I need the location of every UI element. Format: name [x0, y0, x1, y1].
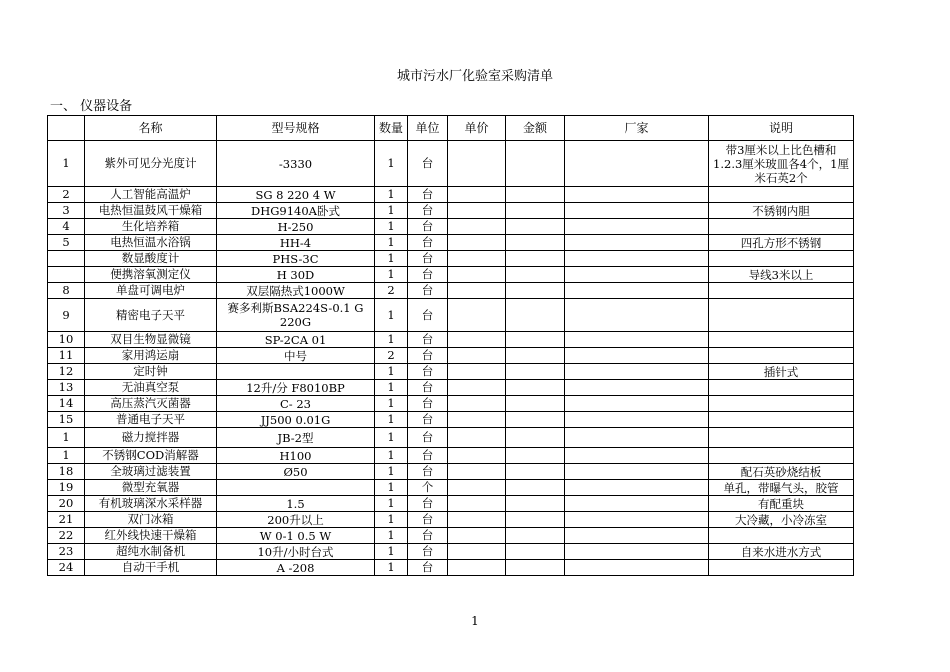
cell-spec: [217, 364, 375, 380]
cell-name: 便携溶氧测定仪: [85, 267, 217, 283]
cell-price: [448, 332, 506, 348]
cell-vendor: [565, 412, 709, 428]
cell-amount: [506, 203, 565, 219]
table-row: [48, 428, 854, 448]
cell-vendor: [565, 480, 709, 496]
cell-amount: [506, 412, 565, 428]
cell-price: [448, 560, 506, 576]
table-row: [48, 380, 854, 396]
cell-unit: 台: [408, 141, 448, 187]
cell-name: 单盘可调电炉: [85, 283, 217, 299]
document-title: 城市污水厂化验室采购清单: [396, 69, 553, 84]
cell-price: [448, 141, 506, 187]
table-row: [48, 267, 854, 283]
cell-qty: 2: [375, 283, 408, 299]
cell-note: [709, 219, 854, 235]
cell-spec: H 30D: [217, 267, 375, 283]
cell-unit: 台: [408, 251, 448, 267]
cell-price: [448, 464, 506, 480]
table-row: [48, 235, 854, 251]
cell-vendor: [565, 299, 709, 332]
table-row: [48, 203, 854, 219]
cell-no: 1: [48, 448, 85, 464]
cell-qty: 1: [375, 380, 408, 396]
cell-amount: [506, 428, 565, 448]
cell-price: [448, 380, 506, 396]
cell-no: [48, 267, 85, 283]
cell-amount: [506, 480, 565, 496]
cell-spec: 1.5: [217, 496, 375, 512]
cell-unit: 台: [408, 380, 448, 396]
cell-qty: 1: [375, 560, 408, 576]
cell-no: 20: [48, 496, 85, 512]
cell-no: 12: [48, 364, 85, 380]
cell-qty: 1: [375, 141, 408, 187]
cell-no: 22: [48, 528, 85, 544]
col-header-qty: 数量: [375, 116, 408, 141]
table-row: [48, 480, 854, 496]
cell-name: 有机玻璃深水采样器: [85, 496, 217, 512]
cell-vendor: [565, 448, 709, 464]
cell-price: [448, 428, 506, 448]
table-header-row: [48, 116, 854, 141]
cell-unit: 台: [408, 528, 448, 544]
cell-unit: 台: [408, 203, 448, 219]
cell-qty: 1: [375, 203, 408, 219]
cell-vendor: [565, 141, 709, 187]
cell-price: [448, 219, 506, 235]
cell-spec: A -208: [217, 560, 375, 576]
cell-note: [709, 348, 854, 364]
cell-no: 18: [48, 464, 85, 480]
cell-spec: 200升以上: [217, 512, 375, 528]
cell-no: 2: [48, 187, 85, 203]
cell-unit: 台: [408, 332, 448, 348]
cell-spec: JJ500 0.01G: [217, 412, 375, 428]
cell-amount: [506, 496, 565, 512]
cell-unit: 台: [408, 235, 448, 251]
cell-note: [709, 380, 854, 396]
cell-name: 生化培养箱: [85, 219, 217, 235]
cell-no: 9: [48, 299, 85, 332]
cell-note: 配石英砂烧结板: [709, 464, 854, 480]
cell-name: 普通电子天平: [85, 412, 217, 428]
cell-price: [448, 412, 506, 428]
table-row: [48, 251, 854, 267]
cell-spec: JB-2型: [217, 428, 375, 448]
cell-no: 15: [48, 412, 85, 428]
cell-vendor: [565, 396, 709, 412]
cell-qty: 1: [375, 448, 408, 464]
cell-vendor: [565, 544, 709, 560]
cell-note: [709, 560, 854, 576]
cell-spec: -3330: [217, 141, 375, 187]
cell-spec: H-250: [217, 219, 375, 235]
cell-no: 13: [48, 380, 85, 396]
cell-note: [709, 396, 854, 412]
cell-vendor: [565, 203, 709, 219]
table-row: [48, 412, 854, 428]
cell-price: [448, 299, 506, 332]
cell-name: 全玻璃过滤装置: [85, 464, 217, 480]
table-row: [48, 219, 854, 235]
cell-vendor: [565, 464, 709, 480]
cell-name: 超纯水制备机: [85, 544, 217, 560]
cell-no: 8: [48, 283, 85, 299]
table-row: [48, 528, 854, 544]
cell-vendor: [565, 364, 709, 380]
cell-vendor: [565, 283, 709, 299]
cell-spec: DHG9140A卧式: [217, 203, 375, 219]
cell-unit: 台: [408, 364, 448, 380]
cell-name: 精密电子天平: [85, 299, 217, 332]
cell-spec: HH-4: [217, 235, 375, 251]
cell-qty: 1: [375, 235, 408, 251]
col-header-spec: 型号规格: [217, 116, 375, 141]
cell-unit: 台: [408, 448, 448, 464]
cell-price: [448, 235, 506, 251]
cell-price: [448, 396, 506, 412]
table-row: [48, 364, 854, 380]
cell-unit: 台: [408, 187, 448, 203]
cell-spec: SP-2CA 01: [217, 332, 375, 348]
cell-no: 10: [48, 332, 85, 348]
cell-price: [448, 528, 506, 544]
cell-note: 自来水进水方式: [709, 544, 854, 560]
section-heading: 一、 仪器设备: [50, 99, 133, 114]
cell-note: 四孔方形不锈钢: [709, 235, 854, 251]
cell-spec: PHS-3C: [217, 251, 375, 267]
cell-no: [48, 251, 85, 267]
cell-amount: [506, 512, 565, 528]
cell-qty: 2: [375, 348, 408, 364]
cell-name: 电热恒温鼓风干燥箱: [85, 203, 217, 219]
cell-no: 4: [48, 219, 85, 235]
cell-name: 高压蒸汽灭菌器: [85, 396, 217, 412]
cell-unit: 台: [408, 299, 448, 332]
cell-name: 无油真空泵: [85, 380, 217, 396]
cell-qty: 1: [375, 267, 408, 283]
cell-price: [448, 283, 506, 299]
cell-amount: [506, 267, 565, 283]
cell-unit: 台: [408, 412, 448, 428]
cell-price: [448, 512, 506, 528]
cell-vendor: [565, 428, 709, 448]
cell-unit: 台: [408, 348, 448, 364]
cell-price: [448, 544, 506, 560]
cell-name: 紫外可见分光度计: [85, 141, 217, 187]
cell-amount: [506, 380, 565, 396]
cell-price: [448, 267, 506, 283]
cell-qty: 1: [375, 299, 408, 332]
cell-unit: 台: [408, 283, 448, 299]
cell-note: [709, 448, 854, 464]
cell-spec: H100: [217, 448, 375, 464]
cell-name: 人工智能高温炉: [85, 187, 217, 203]
table-row: [48, 141, 854, 187]
cell-qty: 1: [375, 187, 408, 203]
cell-no: 21: [48, 512, 85, 528]
cell-name: 家用鸿运扇: [85, 348, 217, 364]
cell-name: 数显酸度计: [85, 251, 217, 267]
cell-qty: 1: [375, 496, 408, 512]
cell-amount: [506, 528, 565, 544]
cell-vendor: [565, 267, 709, 283]
cell-price: [448, 364, 506, 380]
table-row: [48, 464, 854, 480]
cell-amount: [506, 332, 565, 348]
cell-vendor: [565, 219, 709, 235]
cell-amount: [506, 283, 565, 299]
table-row: [48, 512, 854, 528]
cell-qty: 1: [375, 219, 408, 235]
cell-note: 带3厘米以上比色槽和1.2.3厘米玻皿各4个，1厘米石英2个: [709, 141, 854, 187]
cell-name: 双目生物显微镜: [85, 332, 217, 348]
table-row: [48, 332, 854, 348]
cell-note: [709, 187, 854, 203]
cell-amount: [506, 396, 565, 412]
cell-vendor: [565, 560, 709, 576]
cell-name: 双门冰箱: [85, 512, 217, 528]
cell-qty: 1: [375, 364, 408, 380]
cell-note: [709, 428, 854, 448]
cell-spec: SG 8 220 4 W: [217, 187, 375, 203]
cell-name: 微型充氧器: [85, 480, 217, 496]
cell-spec: 双层隔热式1000W: [217, 283, 375, 299]
cell-amount: [506, 219, 565, 235]
cell-note: [709, 412, 854, 428]
cell-qty: 1: [375, 412, 408, 428]
cell-unit: 台: [408, 560, 448, 576]
cell-note: 有配重块: [709, 496, 854, 512]
cell-no: 19: [48, 480, 85, 496]
cell-spec: Ø50: [217, 464, 375, 480]
cell-amount: [506, 251, 565, 267]
cell-note: 插针式: [709, 364, 854, 380]
col-header-note: 说明: [709, 116, 854, 141]
cell-note: [709, 528, 854, 544]
table-row: [48, 187, 854, 203]
table-row: [48, 299, 854, 332]
cell-amount: [506, 448, 565, 464]
cell-name: 电热恒温水浴锅: [85, 235, 217, 251]
cell-spec: W 0-1 0.5 W: [217, 528, 375, 544]
cell-unit: 台: [408, 396, 448, 412]
cell-note: [709, 299, 854, 332]
cell-unit: 台: [408, 464, 448, 480]
cell-vendor: [565, 187, 709, 203]
cell-unit: 台: [408, 496, 448, 512]
cell-name: 自动干手机: [85, 560, 217, 576]
cell-amount: [506, 464, 565, 480]
cell-qty: 1: [375, 512, 408, 528]
cell-no: 1: [48, 428, 85, 448]
cell-name: 红外线快速干燥箱: [85, 528, 217, 544]
col-header-vendor: 厂家: [565, 116, 709, 141]
col-header-no: [48, 116, 85, 141]
cell-vendor: [565, 235, 709, 251]
cell-vendor: [565, 528, 709, 544]
cell-no: 14: [48, 396, 85, 412]
cell-unit: 台: [408, 512, 448, 528]
table-row: [48, 544, 854, 560]
table-row: [48, 396, 854, 412]
cell-vendor: [565, 496, 709, 512]
col-header-name: 名称: [85, 116, 217, 141]
cell-qty: 1: [375, 251, 408, 267]
cell-amount: [506, 141, 565, 187]
cell-qty: 1: [375, 544, 408, 560]
cell-amount: [506, 560, 565, 576]
cell-qty: 1: [375, 464, 408, 480]
cell-price: [448, 448, 506, 464]
cell-note: [709, 332, 854, 348]
cell-amount: [506, 299, 565, 332]
cell-qty: 1: [375, 396, 408, 412]
table-row: [48, 283, 854, 299]
cell-qty: 1: [375, 528, 408, 544]
cell-unit: 台: [408, 219, 448, 235]
cell-spec: 12升/分 F8010BP: [217, 380, 375, 396]
cell-note: [709, 251, 854, 267]
cell-price: [448, 348, 506, 364]
cell-unit: 台: [408, 544, 448, 560]
cell-note: 大冷藏，小冷冻室: [709, 512, 854, 528]
cell-no: 1: [48, 141, 85, 187]
cell-price: [448, 187, 506, 203]
col-header-amount: 金额: [506, 116, 565, 141]
cell-amount: [506, 364, 565, 380]
cell-note: 单孔，带曝气头，胶管: [709, 480, 854, 496]
cell-qty: 1: [375, 332, 408, 348]
cell-spec: 中号: [217, 348, 375, 364]
cell-note: 导线3米以上: [709, 267, 854, 283]
cell-name: 定时钟: [85, 364, 217, 380]
cell-price: [448, 496, 506, 512]
table-row: [48, 448, 854, 464]
cell-amount: [506, 187, 565, 203]
cell-unit: 台: [408, 267, 448, 283]
cell-no: 23: [48, 544, 85, 560]
cell-no: 5: [48, 235, 85, 251]
cell-no: 24: [48, 560, 85, 576]
cell-note: 不锈钢内胆: [709, 203, 854, 219]
cell-vendor: [565, 251, 709, 267]
table-row: [48, 496, 854, 512]
table-row: [48, 560, 854, 576]
cell-amount: [506, 235, 565, 251]
cell-amount: [506, 348, 565, 364]
cell-unit: 台: [408, 428, 448, 448]
cell-name: 磁力搅拌器: [85, 428, 217, 448]
cell-vendor: [565, 348, 709, 364]
cell-price: [448, 480, 506, 496]
cell-no: 11: [48, 348, 85, 364]
cell-vendor: [565, 512, 709, 528]
cell-qty: 1: [375, 480, 408, 496]
cell-spec: C- 23: [217, 396, 375, 412]
cell-price: [448, 203, 506, 219]
cell-qty: 1: [375, 428, 408, 448]
page-number: 1: [471, 614, 479, 628]
cell-vendor: [565, 380, 709, 396]
col-header-unit: 单位: [408, 116, 448, 141]
purchase-table: [47, 115, 854, 576]
col-header-price: 单价: [448, 116, 506, 141]
cell-note: [709, 283, 854, 299]
cell-name: 不锈钢COD消解器: [85, 448, 217, 464]
cell-price: [448, 251, 506, 267]
cell-vendor: [565, 332, 709, 348]
cell-spec: 赛多利斯BSA224S-0.1 G 220G: [217, 299, 375, 332]
cell-unit: 个: [408, 480, 448, 496]
cell-spec: [217, 480, 375, 496]
table-row: [48, 348, 854, 364]
cell-spec: 10升/小时台式: [217, 544, 375, 560]
cell-amount: [506, 544, 565, 560]
cell-no: 3: [48, 203, 85, 219]
